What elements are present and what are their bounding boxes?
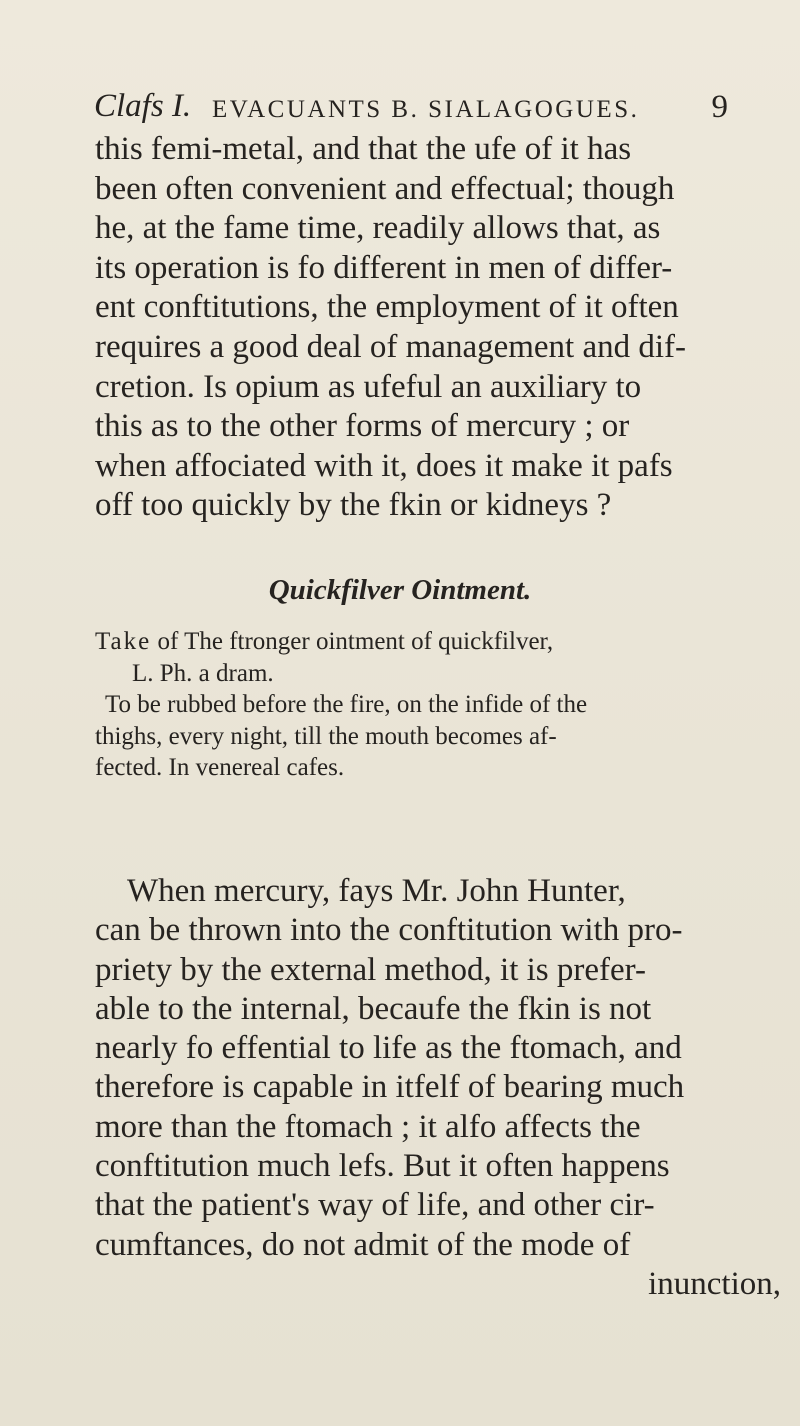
text-line: its operation is fo different in men of differ- bbox=[95, 249, 673, 286]
recipe-direction-line: thighs, every night, till the mouth becomes af- bbox=[95, 722, 557, 750]
page-number: 9 bbox=[711, 89, 728, 125]
text-line: When mercury, fays Mr. John Hunter, bbox=[127, 873, 626, 909]
text-line: that the patient's way of life, and other cir- bbox=[95, 1187, 655, 1224]
recipe-heading: Quickfilver Ointment. bbox=[268, 574, 532, 606]
text-line: requires a good deal of management and dif- bbox=[95, 328, 687, 365]
text-line: been often convenient and effectual; though bbox=[95, 170, 675, 207]
text-line: he, at the fame time, readily allows that, as bbox=[95, 210, 661, 247]
catchword: inunction, bbox=[648, 1265, 781, 1302]
text-line: nearly fo effential to life as the ftomach, and bbox=[95, 1030, 682, 1067]
class-mark: Clafs I. bbox=[94, 88, 192, 124]
page-header bbox=[94, 82, 728, 132]
recipe-direction-line: To be rubbed before the fire, on the infide of the bbox=[105, 691, 588, 718]
text-line: therefore is capable in itfelf of bearing much bbox=[95, 1069, 685, 1106]
text-line: off too quickly by the fkin or kidneys ? bbox=[95, 487, 612, 524]
take-word: Take bbox=[95, 628, 152, 655]
recipe-direction-line: fected. In venereal cafes. bbox=[95, 754, 345, 781]
text-line: cumftances, do not admit of the mode of bbox=[95, 1226, 631, 1263]
text-line: cretion. Is opium as ufeful an auxiliary to bbox=[95, 368, 642, 405]
paragraph-2 bbox=[95, 872, 781, 1304]
running-head: EVACUANTS B. SIALAGOGUES. bbox=[212, 96, 640, 123]
recipe-ingredient-line bbox=[95, 626, 587, 658]
paragraph-1 bbox=[95, 130, 686, 526]
text-line: when affociated with it, does it make it pafs bbox=[95, 447, 673, 484]
text-line: more than the ftomach ; it alfo affects the bbox=[95, 1108, 641, 1145]
text-line: able to the internal, becaufe the fkin is not bbox=[95, 990, 652, 1027]
text-line: ent conftitutions, the employment of it often bbox=[95, 289, 679, 326]
recipe-block bbox=[95, 626, 587, 784]
ingredient-text: of The ftronger ointment of quickfilver, bbox=[157, 628, 554, 655]
text-line: can be thrown into the conftitution with pro- bbox=[95, 912, 683, 949]
text-line: this as to the other forms of mercury ; or bbox=[95, 408, 630, 445]
recipe-dose-line: L. Ph. a dram. bbox=[132, 659, 274, 687]
text-line: priety by the external method, it is prefer- bbox=[95, 951, 646, 988]
text-line: conftitution much lefs. But it often happens bbox=[95, 1148, 670, 1185]
text-line: this femi-metal, and that the ufe of it has bbox=[95, 131, 632, 167]
